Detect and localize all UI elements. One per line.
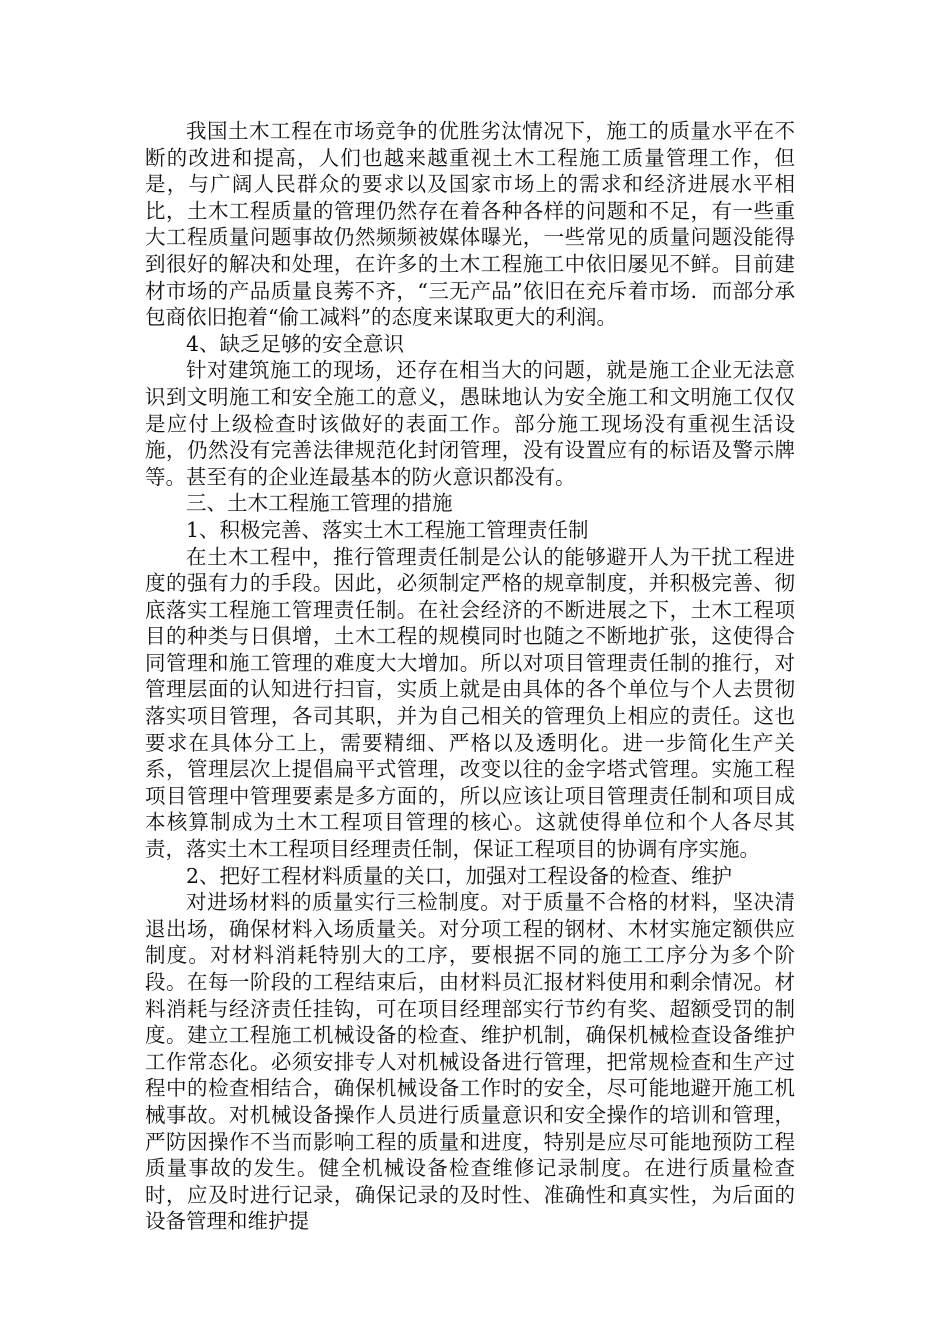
heading-responsibility-system: 1、积极完善、落实土木工程施工管理责任制 <box>186 517 589 542</box>
paragraph-responsibility-system: 在土木工程中，推行管理责任制是公认的能够避开人为干扰工程进度的强有力的手段。因此，必须制定严格的规章制度，并积极完善、彻底落实工程施工管理责任制。在社会经济的不断进展之下，土木工程项目的种类与日俱增，土木工程的规模同时也随之不断地扩张，这使得合同管理和施工管理的难度大大增加。所以对项目管理责任制的推行，对管理层面的认知进行扫盲，实质上就是由具体的各个单位与个人去贯彻落实项目管理，各司其职，并为自己相关的管理负上相应的责任。这也要求在具体分工上，需要精细、严格以及透明化。进一步简化生产关系，管理层次上提倡扁平式管理，改变以往的金字塔式管理。实施工程项目管理中管理要素是多方面的，所以应该让项目管理责任制和项目成本核算制成为土木工程项目管理的核心。这就使得单位和个人各尽其责，落实土木工程项目经理责任制，保证工程项目的协调有序实施。 <box>145 544 795 862</box>
heading-safety-awareness: 4、缺乏足够的安全意识 <box>186 331 405 356</box>
heading-management-measures: 三、土木工程施工管理的措施 <box>186 491 453 516</box>
paragraph-material-quality: 对进场材料的质量实行三检制度。对于质量不合格的材料，坚决清退出场，确保材料入场质量关。对分项工程的钢材、木材实施定额供应制度。对材料消耗特别大的工序，要根据不同的施工工序分为多个阶段。在每一阶段的工程结束后，由材料员汇报材料使用和剩余情况。材料消耗与经济责任挂钩，可在项目经理部实行节约有奖、超额受罚的制度。建立工程施工机械设备的检查、维护机制，确保机械检查设备维护工作常态化。必须安排专人对机械设备进行管理，把常规检查和生产过程中的检查相结合，确保机械设备工作时的安全，尽可能地避开施工机械事故。对机械设备操作人员进行质量意识和安全操作的培训和管理，严防因操作不当而影响工程的质量和进度，特别是应尽可能地预防工程质量事故的发生。健全机械设备检查维修记录制度。在进行质量检查时，应及时进行记录，确保记录的及时性、准确性和真实性，为后面的设备管理和维护提 <box>145 890 795 1234</box>
paragraph-quality-issues: 我国土木工程在市场竞争的优胜劣汰情况下，施工的质量水平在不断的改进和提高，人们也越来越重视土木工程施工质量管理工作，但是，与广阔人民群众的要求以及国家市场上的需求和经济进展水平相比，土木工程质量的管理仍然存在着各种各样的问题和不足，有一些重大工程质量问题事故仍然频频被媒体曝光，一些常见的质量问题没能得到很好的解决和处理，在许多的土木工程施工中依旧屡见不鲜。目前建材市场的产品质量良莠不齐，“三无产品”依旧在充斥着市场．而部分承包商依旧抱着“偷工减料”的态度来谋取更大的利润。 <box>145 119 795 330</box>
heading-material-quality: 2、把好工程材料质量的关口，加强对工程设备的检查、维护 <box>186 863 733 888</box>
paragraph-safety-awareness: 针对建筑施工的现场，还存在相当大的问题，就是施工企业无法意识到文明施工和安全施工的意义，愚昧地认为安全施工和文明施工仅仅是应付上级检查时该做好的表面工作。部分施工现场没有重视生活设施，仍然没有完善法律规范化封闭管理，没有设置应有的标语及警示牌等。甚至有的企业连最基本的防火意识都没有。 <box>145 358 795 489</box>
document-page <box>145 118 795 1235</box>
